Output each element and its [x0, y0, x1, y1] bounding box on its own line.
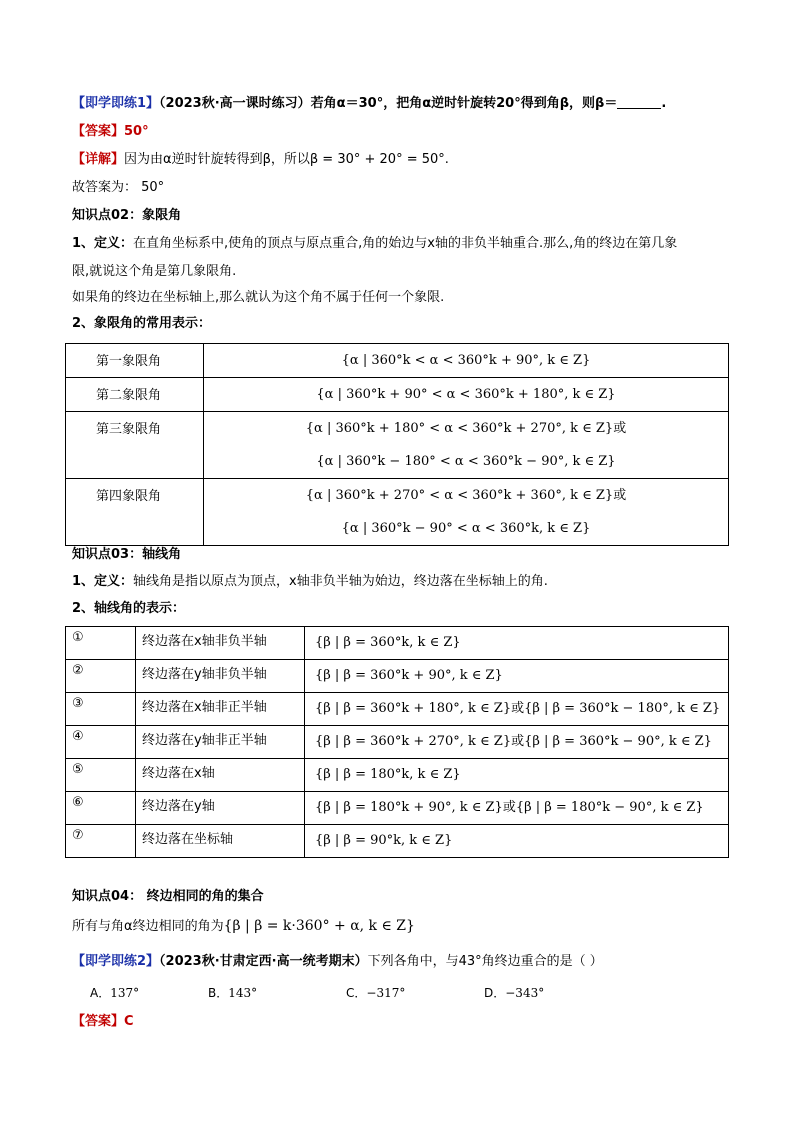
detail-1-text: 因为由α逆时针旋转得到β，所以β = 30° + 20° = 50°.: [124, 152, 449, 167]
option-c: [346, 984, 405, 1001]
quadrant-name: 第一象限角: [66, 344, 204, 378]
exercise-2-question: 下列各角中，与43°角终边重合的是（ ）: [367, 954, 603, 969]
kp2-note: 如果角的终边在坐标轴上,那么就认为这个角不属于任何一个象限.: [72, 290, 445, 305]
table-row: [66, 479, 729, 546]
quadrant-name: 第四象限角: [66, 479, 204, 546]
table-row: [66, 412, 729, 479]
detail-1: [72, 150, 732, 170]
table-row: [66, 660, 729, 693]
answer-blank: [617, 94, 661, 109]
quadrant-name: 第二象限角: [66, 378, 204, 412]
exercise-1-question: 若角α＝30°，把角α逆时针旋转20°得到角β，则β＝: [310, 96, 618, 111]
option-label: B．: [208, 986, 229, 1000]
exercise-2: [72, 952, 732, 972]
quadrant-formula: {α | 360°k − 90° < α < 360°k, k ∈ Z}: [341, 521, 591, 536]
row-formula: {β | β = 360°k + 180°, k ∈ Z}或{β | β = 360°k − 180°, k ∈ Z}: [305, 693, 729, 726]
answer-1-conclusion: 故答案为： 50°: [72, 180, 165, 195]
kp2-table-title: 2、象限角的常用表示：: [72, 316, 212, 331]
row-number: ②: [66, 660, 136, 693]
row-description: 终边落在y轴: [136, 792, 305, 825]
option-label: D．: [484, 986, 506, 1000]
kp4-statement: [72, 916, 732, 937]
table-row: [66, 693, 729, 726]
row-formula: {β | β = 360°k + 90°, k ∈ Z}: [305, 660, 729, 693]
kp2-title: 知识点02：象限角: [72, 208, 182, 223]
quadrant-angle-table: [65, 343, 729, 546]
table-row: [66, 378, 729, 412]
option-d: [484, 984, 544, 1001]
kp2-def-text-2: 限,就说这个角是第几象限角.: [72, 264, 237, 279]
axis-angle-table: [65, 626, 729, 858]
kp2-definition: [72, 234, 732, 254]
quadrant-formula: {α | 360°k < α < 360°k + 90°, k ∈ Z}: [341, 353, 591, 368]
quadrant-formula: {α | 360°k + 180° < α < 360°k + 270°, k ∈ Z}或: [305, 421, 627, 436]
answer-2-value: C: [124, 1014, 134, 1029]
quadrant-name: 第三象限角: [66, 412, 204, 479]
exercise-1-tag: 【即学即练1】: [72, 96, 160, 111]
answer-1: [72, 122, 732, 142]
row-formula: {β | β = 360°k + 270°, k ∈ Z}或{β | β = 360°k − 90°, k ∈ Z}: [305, 726, 729, 759]
kp3-def-text: 轴线角是指以原点为顶点，x轴非负半轴为始边，终边落在坐标轴上的角.: [133, 574, 548, 589]
kp4-title: 知识点04： 终边相同的角的集合: [72, 889, 264, 904]
exercise-1-end: .: [661, 96, 667, 111]
answer-2: [72, 1012, 732, 1032]
quadrant-formula: {α | 360°k − 180° < α < 360°k − 90°, k ∈ Z}: [316, 454, 616, 469]
option-value: 143°: [228, 986, 258, 1000]
quadrant-formula: {α | 360°k + 270° < α < 360°k + 360°, k ∈ Z}或: [305, 488, 627, 503]
table-row: [66, 759, 729, 792]
option-a: [90, 984, 139, 1001]
answer-1-value: 50°: [124, 124, 149, 139]
kp3-title: 知识点03：轴线角: [72, 547, 182, 562]
table-row: [66, 344, 729, 378]
row-formula: {β | β = 90°k, k ∈ Z}: [305, 825, 729, 858]
option-label: C．: [346, 986, 367, 1000]
option-value: −317°: [366, 986, 406, 1000]
exercise-2-source: （2023秋·甘肃定西·高一统考期末）: [159, 954, 368, 969]
row-formula: {β | β = 360°k, k ∈ Z}: [305, 627, 729, 660]
exercise-1: [72, 94, 732, 114]
kp3-def-label: 1、定义：: [72, 574, 134, 589]
row-formula: {β | β = 180°k + 90°, k ∈ Z}或{β | β = 180°k − 90°, k ∈ Z}: [305, 792, 729, 825]
exercise-1-source: （2023秋·高一课时练习）: [159, 96, 311, 111]
row-number: ①: [66, 627, 136, 660]
row-number: ⑤: [66, 759, 136, 792]
table-row: [66, 792, 729, 825]
kp3-table-title: 2、轴线角的表示：: [72, 601, 186, 616]
row-description: 终边落在坐标轴: [136, 825, 305, 858]
row-description: 终边落在x轴非负半轴: [136, 627, 305, 660]
row-number: ③: [66, 693, 136, 726]
row-description: 终边落在x轴: [136, 759, 305, 792]
option-b: [208, 984, 257, 1001]
answer-2-tag: 【答案】: [72, 1014, 125, 1029]
option-value: 137°: [110, 986, 140, 1000]
row-description: 终边落在y轴非负半轴: [136, 660, 305, 693]
row-description: 终边落在x轴非正半轴: [136, 693, 305, 726]
row-number: ⑦: [66, 825, 136, 858]
row-formula: {β | β = 180°k, k ∈ Z}: [305, 759, 729, 792]
detail-1-tag: 【详解】: [72, 152, 125, 167]
table-row: [66, 825, 729, 858]
kp4-text: 所有与角α终边相同的角为: [72, 919, 224, 934]
row-number: ④: [66, 726, 136, 759]
table-row: [66, 627, 729, 660]
exercise-2-tag: 【即学即练2】: [72, 954, 160, 969]
row-number: ⑥: [66, 792, 136, 825]
kp3-definition: [72, 572, 732, 592]
kp2-def-label: 1、定义：: [72, 236, 134, 251]
row-description: 终边落在y轴非正半轴: [136, 726, 305, 759]
quadrant-formula: {α | 360°k + 90° < α < 360°k + 180°, k ∈ Z}: [316, 387, 616, 402]
kp2-def-text: 在直角坐标系中,使角的顶点与原点重合,角的始边与x轴的非负半轴重合.那么,角的终边在第几象: [133, 236, 678, 251]
answer-1-tag: 【答案】: [72, 124, 125, 139]
table-row: [66, 726, 729, 759]
option-label: A．: [90, 986, 111, 1000]
kp4-formula: {β | β = k·360° + α, k ∈ Z}: [223, 918, 415, 934]
option-value: −343°: [505, 986, 545, 1000]
